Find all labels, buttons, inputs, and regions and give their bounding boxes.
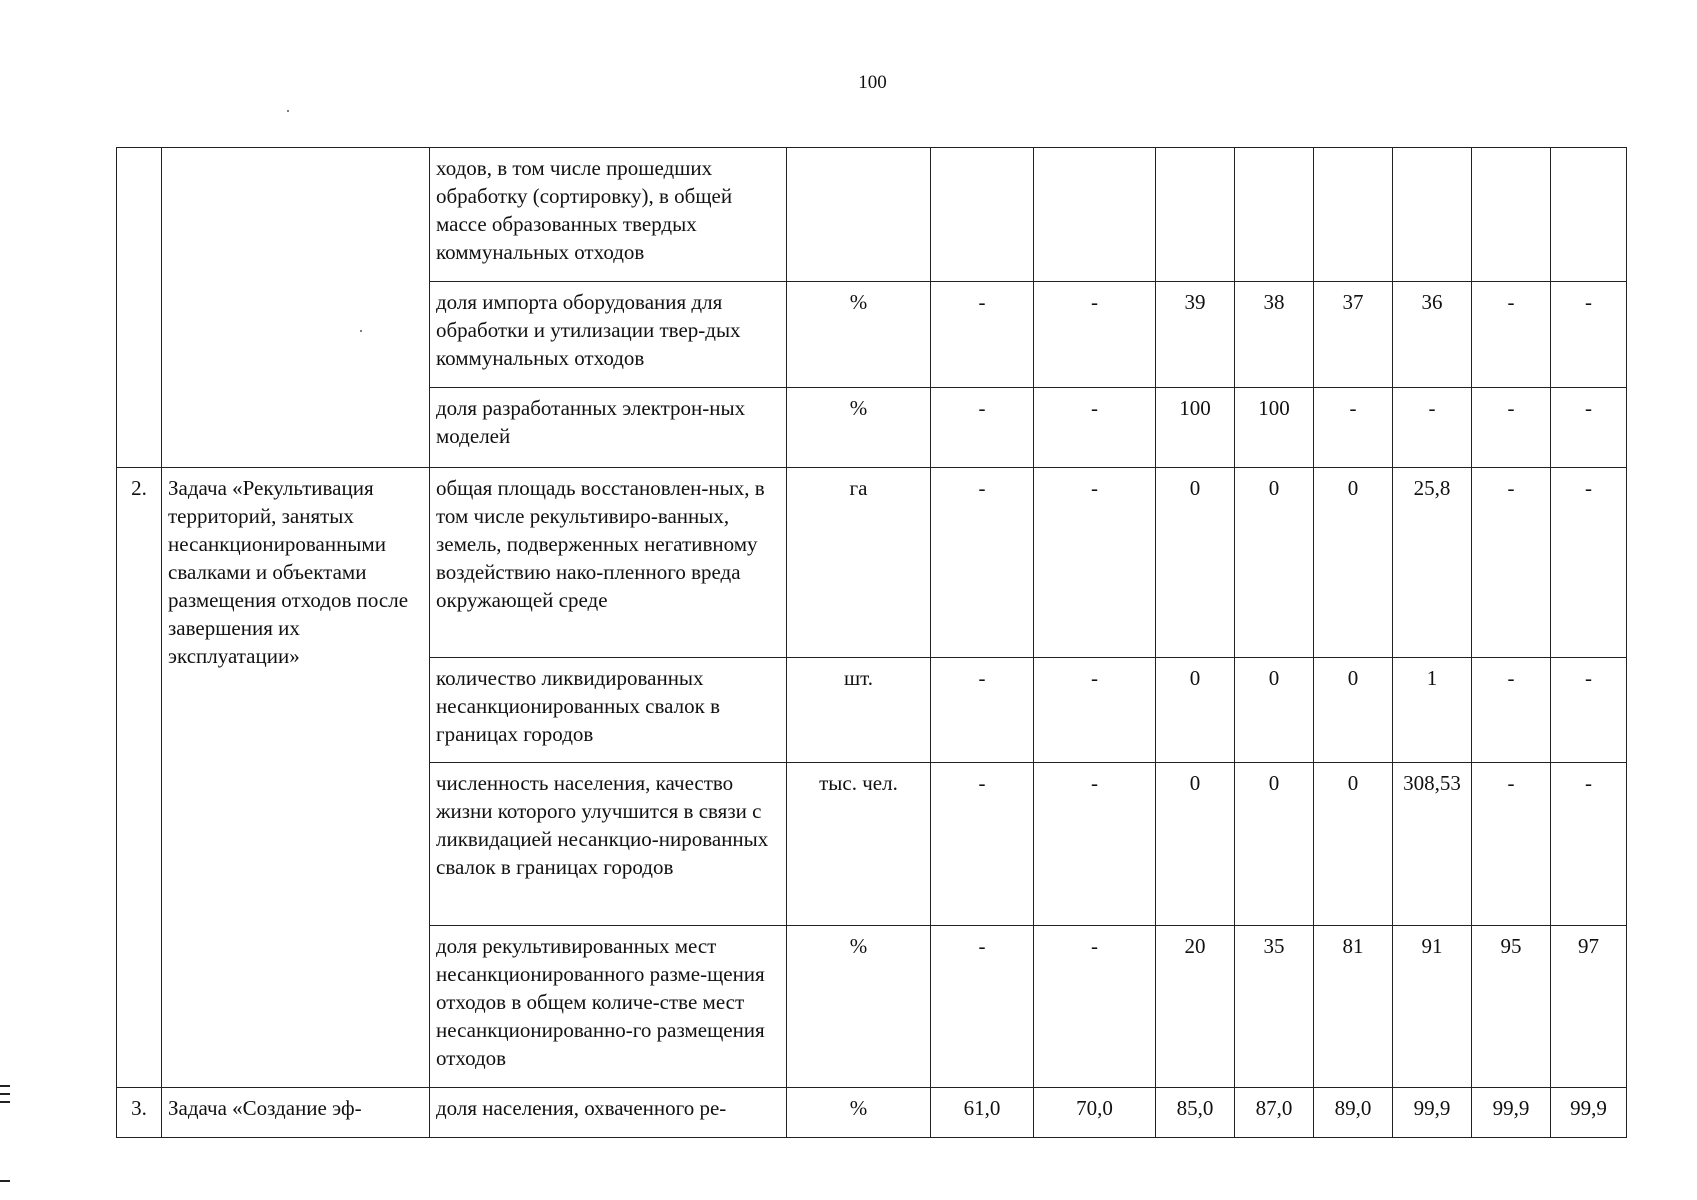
unit-cell: %	[787, 388, 931, 468]
value-cell: -	[1551, 658, 1627, 763]
value-cell	[1472, 148, 1551, 282]
value-cell: -	[1314, 388, 1393, 468]
table-row	[117, 148, 1627, 282]
unit-cell: га	[787, 468, 931, 658]
value-cell: -	[1034, 926, 1156, 1088]
value-cell: -	[931, 658, 1034, 763]
value-cell: 97	[1551, 926, 1627, 1088]
unit-cell: тыс. чел.	[787, 763, 931, 926]
value-cell: -	[1472, 388, 1551, 468]
value-cell: 0	[1314, 658, 1393, 763]
value-cell: 35	[1235, 926, 1314, 1088]
value-cell: 99,9	[1472, 1088, 1551, 1138]
task-cell: Задача «Рекультивация территорий, занятых несанкционированными свалками и объектами размещения отходов после завершения их эксплуатации»	[162, 468, 430, 1088]
indicator-cell: количество ликвидированных несанкционированных свалок в границах городов	[430, 658, 787, 763]
value-cell: 85,0	[1156, 1088, 1235, 1138]
scan-edge-mark	[0, 1180, 10, 1182]
page-number: 100	[858, 72, 887, 93]
value-cell: -	[1034, 763, 1156, 926]
task-cell: Задача «Создание эф-	[162, 1088, 430, 1138]
row-number-cell: 3.	[117, 1088, 162, 1138]
value-cell: 36	[1393, 282, 1472, 388]
value-cell: -	[1551, 763, 1627, 926]
value-cell: -	[931, 388, 1034, 468]
value-cell: -	[1034, 658, 1156, 763]
table-row	[117, 1088, 1627, 1138]
value-cell	[931, 148, 1034, 282]
value-cell: -	[1393, 388, 1472, 468]
value-cell: 37	[1314, 282, 1393, 388]
scan-edge-mark	[0, 1085, 10, 1087]
value-cell: 25,8	[1393, 468, 1472, 658]
value-cell: -	[931, 468, 1034, 658]
task-cell	[162, 148, 430, 468]
value-cell: -	[1472, 282, 1551, 388]
value-cell: 81	[1314, 926, 1393, 1088]
value-cell: 99,9	[1393, 1088, 1472, 1138]
scan-dot	[287, 110, 289, 112]
value-cell: 0	[1235, 468, 1314, 658]
indicator-cell: численность населения, качество жизни которого улучшится в связи с ликвидацией несанкцио-нированных свалок в границах городов	[430, 763, 787, 926]
value-cell: 70,0	[1034, 1088, 1156, 1138]
unit-cell: %	[787, 1088, 931, 1138]
indicator-cell: доля населения, охваченного ре-	[430, 1088, 787, 1138]
indicators-table	[116, 147, 1627, 1138]
value-cell: 0	[1235, 763, 1314, 926]
value-cell: -	[1472, 468, 1551, 658]
value-cell: -	[1551, 468, 1627, 658]
value-cell: -	[1472, 763, 1551, 926]
value-cell: 99,9	[1551, 1088, 1627, 1138]
value-cell	[1314, 148, 1393, 282]
scan-edge-mark	[0, 1093, 10, 1095]
value-cell: -	[931, 926, 1034, 1088]
value-cell: 0	[1156, 468, 1235, 658]
indicator-cell: доля разработанных электрон-ных моделей	[430, 388, 787, 468]
indicator-cell: ходов, в том числе прошедших обработку (сортировку), в общей массе образованных твердых коммунальных отходов	[430, 148, 787, 282]
value-cell: 87,0	[1235, 1088, 1314, 1138]
value-cell	[1393, 148, 1472, 282]
unit-cell: %	[787, 282, 931, 388]
value-cell: 1	[1393, 658, 1472, 763]
value-cell: -	[931, 763, 1034, 926]
value-cell: -	[931, 282, 1034, 388]
indicator-cell: доля рекультивированных мест несанкционированного разме-щения отходов в общем количе-стве мест несанкционированно-го размещения отходов	[430, 926, 787, 1088]
unit-cell: шт.	[787, 658, 931, 763]
value-cell: -	[1551, 388, 1627, 468]
row-number-cell	[117, 148, 162, 468]
table-row	[117, 468, 1627, 658]
unit-cell: %	[787, 926, 931, 1088]
value-cell	[1235, 148, 1314, 282]
value-cell: 0	[1156, 658, 1235, 763]
value-cell: -	[1034, 282, 1156, 388]
value-cell: 61,0	[931, 1088, 1034, 1138]
value-cell: 0	[1235, 658, 1314, 763]
value-cell: 38	[1235, 282, 1314, 388]
value-cell: 89,0	[1314, 1088, 1393, 1138]
value-cell	[1156, 148, 1235, 282]
value-cell	[1034, 148, 1156, 282]
value-cell: -	[1034, 388, 1156, 468]
value-cell: 100	[1156, 388, 1235, 468]
value-cell: 0	[1156, 763, 1235, 926]
value-cell: 20	[1156, 926, 1235, 1088]
value-cell: -	[1034, 468, 1156, 658]
value-cell: 100	[1235, 388, 1314, 468]
value-cell	[1551, 148, 1627, 282]
value-cell: 0	[1314, 468, 1393, 658]
scan-edge-mark	[0, 1101, 10, 1103]
value-cell: 95	[1472, 926, 1551, 1088]
value-cell: 308,53	[1393, 763, 1472, 926]
value-cell: 91	[1393, 926, 1472, 1088]
value-cell: 0	[1314, 763, 1393, 926]
unit-cell	[787, 148, 931, 282]
indicator-cell: общая площадь восстановлен-ных, в том числе рекультивиро-ванных, земель, подверженных негативному воздействию нако-пленного вреда окружающей среде	[430, 468, 787, 658]
value-cell: 39	[1156, 282, 1235, 388]
indicator-cell: доля импорта оборудования для обработки и утилизации твер-дых коммунальных отходов	[430, 282, 787, 388]
row-number-cell: 2.	[117, 468, 162, 1088]
value-cell: -	[1551, 282, 1627, 388]
value-cell: -	[1472, 658, 1551, 763]
